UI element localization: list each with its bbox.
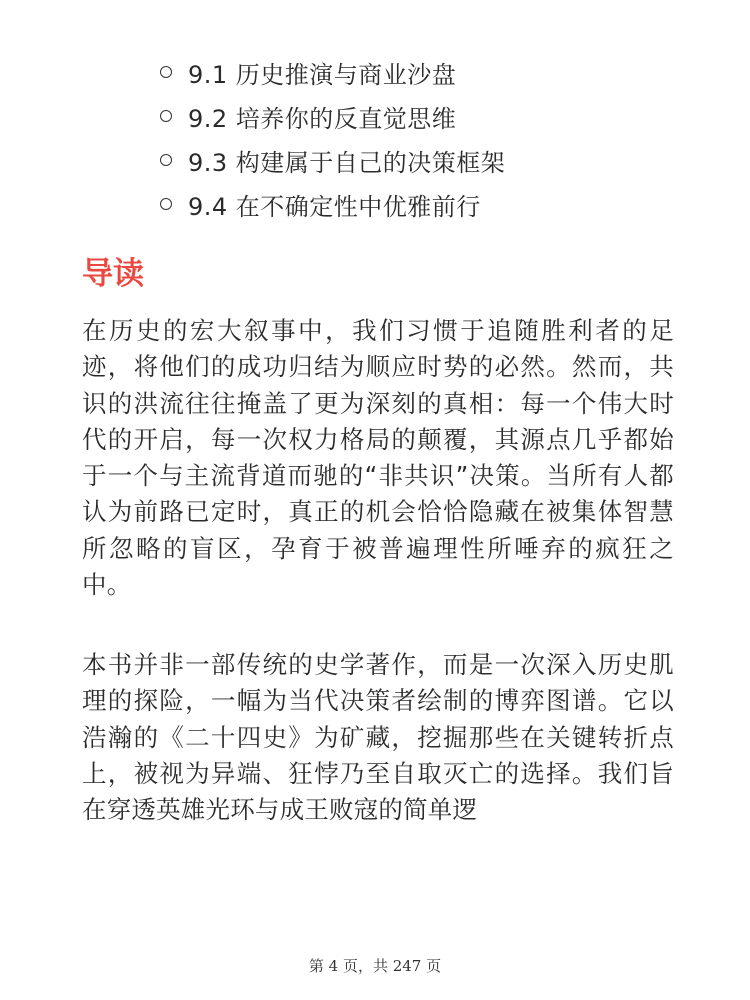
- page-number: 第 4 页，共 247 页: [308, 957, 442, 975]
- toc-item-label: 9.3 构建属于自己的决策框架: [188, 148, 506, 177]
- toc-item-9-1[interactable]: [160, 50, 505, 94]
- circle-bullet-icon: [160, 198, 172, 210]
- toc-item-label: 9.1 历史推演与商业沙盘: [188, 60, 457, 89]
- toc-item-9-3[interactable]: [160, 138, 505, 182]
- circle-bullet-icon: [160, 154, 172, 166]
- toc-item-9-2[interactable]: [160, 94, 505, 138]
- circle-bullet-icon: [160, 110, 172, 122]
- circle-bullet-icon: [160, 66, 172, 78]
- toc-item-label: 9.2 培养你的反直觉思维: [188, 104, 457, 133]
- toc-item-9-4[interactable]: [160, 182, 505, 226]
- body-paragraph: 本书并非一部传统的史学著作，而是一次深入历史肌理的探险，一幅为当代决策者绘制的博弈图谱。它以浩瀚的《二十四史》为矿藏，挖掘那些在关键转折点上，被视为异端、狂悖乃至自取灭亡的选择。我们旨在穿透英雄光环与成王败寇的简单逻: [82, 650, 674, 825]
- toc-list: [160, 50, 505, 226]
- body-paragraph: 在历史的宏大叙事中，我们习惯于追随胜利者的足迹，将他们的成功归结为顺应时势的必然。然而，共识的洪流往往掩盖了更为深刻的真相：每一个伟大时代的开启，每一次权力格局的颠覆，其源点几乎都始于一个与主流背道而驰的“非共识”决策。当所有人都认为前路已定时，真正的机会恰恰隐藏在被集体智慧所忽略的盲区，孕育于被普遍理性所唾弃的疯狂之中。: [82, 316, 674, 600]
- toc-item-label: 9.4 在不确定性中优雅前行: [188, 192, 481, 221]
- section-heading: 导读: [82, 256, 144, 292]
